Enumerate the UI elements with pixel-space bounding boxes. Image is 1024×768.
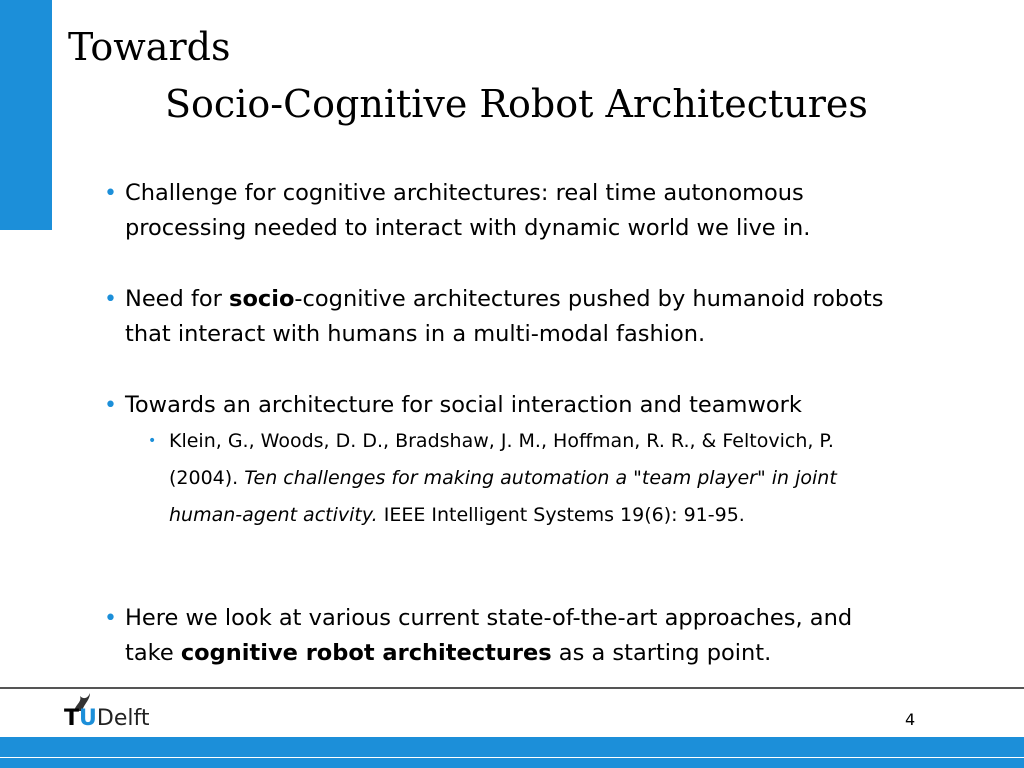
bullet-4-text — [104, 601, 904, 671]
bullet-2-post: -cognitive architectures pushed by humanoid robots that interact with humans in a multi-modal fashion. — [125, 286, 884, 347]
bullet-4-pre: Here we look at various current state-of-the-art approaches, and take — [125, 605, 853, 666]
sub-bullet-marker: • — [148, 433, 157, 449]
bullet-4-post: as a starting point. — [551, 640, 772, 666]
bullet-2 — [104, 282, 904, 352]
bullet-1 — [104, 176, 904, 246]
bullet-2-bold: socio — [229, 286, 295, 312]
bullet-marker: • — [104, 606, 117, 631]
bullet-3-text: Towards an architecture for social interaction and teamwork — [125, 392, 802, 418]
slide-title-line1: Towards — [68, 25, 231, 69]
logo-letter-t: T — [64, 706, 80, 731]
reference-title: Ten challenges for making automation a "team player" in joint human-agent activity. — [169, 467, 837, 526]
bullet-marker: • — [104, 287, 117, 312]
reference-venue: IEEE Intelligent Systems 19(6): 91-95. — [377, 504, 745, 526]
bullet-4 — [104, 601, 904, 671]
bullet-marker: • — [104, 181, 117, 206]
logo-delft: Delft — [96, 706, 150, 731]
logo-letter-u: U — [79, 706, 97, 731]
page-number: 4 — [905, 710, 916, 729]
footer-band-stripe — [0, 757, 1024, 758]
bullet-2-text — [104, 282, 904, 352]
bullet-2-pre: Need for — [125, 286, 230, 312]
footer-band — [0, 737, 1024, 768]
footer-divider — [0, 687, 1024, 689]
sub-bullet-reference — [148, 423, 888, 534]
reference-text — [148, 423, 888, 534]
reference-authors: Klein, G., Woods, D. D., Bradshaw, J. M., Hoffman, R. R., & Feltovich, P. (2004). — [169, 430, 834, 489]
bullet-marker: • — [104, 393, 117, 418]
bullet-4-bold: cognitive robot architectures — [180, 640, 552, 666]
logo-wordmark — [64, 706, 149, 731]
bullet-1-text: Challenge for cognitive architectures: real time autonomous processing needed to interact with dynamic world we live in. — [125, 180, 811, 241]
bullet-3 — [104, 388, 904, 423]
slide-title-line2: Socio-Cognitive Robot Architectures — [165, 82, 868, 126]
